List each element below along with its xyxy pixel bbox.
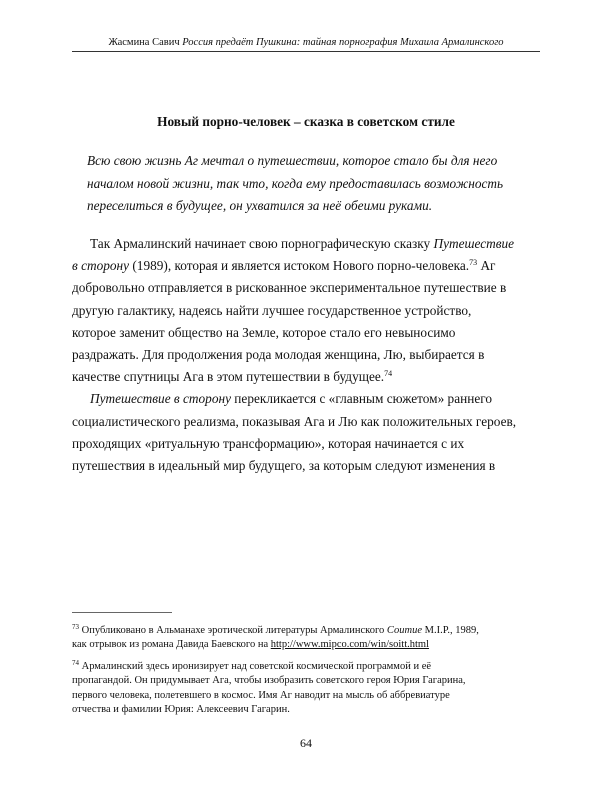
- text-run: как отрывок из романа Давида Баевского на: [72, 639, 269, 651]
- text-run: (1989), которая и является истоком Нового порно-человека.: [132, 258, 470, 274]
- header-rule: [72, 51, 540, 52]
- epigraph-line: Всю свою жизнь Аг мечтал о путешествии, которое стало бы для него: [87, 153, 498, 168]
- chapter-title: Новый порно-человек – сказка в советском стиле: [157, 114, 455, 129]
- epigraph-line: началом новой жизни, так что, когда ему предоставилась возможность: [87, 175, 504, 191]
- paragraph-line: путешествия в идеальный мир будущего, за которым следуют изменения в: [72, 458, 496, 474]
- paragraph-line: социалистического реализма, показывая Ага и Лю как положительных героев,: [72, 413, 517, 429]
- footnote-line: отчества и фамилии Юрия: Алексеевич Гагарин.: [72, 704, 290, 716]
- paragraph-line: раздражать. Для продолжения рода молодая женщина, Лю, выбирается в: [72, 347, 485, 363]
- book-title-italic: в сторону: [72, 258, 130, 274]
- paragraph-line: другую галактику, надеясь найти лучшее государственное устройство,: [72, 302, 472, 318]
- text-run: M.I.P., 1989,: [424, 625, 479, 636]
- footnote-line: [72, 660, 540, 674]
- paragraph-line: [72, 255, 540, 277]
- text-run: Так Армалинский начинает свою порнографическую сказку: [90, 236, 431, 251]
- book-title-italic: Соитие: [386, 625, 422, 636]
- paragraph-line: которое заменит общество на Земле, которое стало его невыносимо: [72, 324, 456, 340]
- paragraph-line: проходящих «ритуальную трансформацию», которая начинается с их: [72, 435, 465, 451]
- header-book-title: Россия предаёт Пушкина: тайная порнография Михаила Армалинского: [182, 37, 504, 48]
- text-run: Опубликовано в Альманахе эротической литературы Армалинского: [81, 625, 385, 636]
- book-title-italic: Путешествие в сторону: [90, 391, 231, 407]
- footnote-number: 74: [72, 659, 79, 667]
- footnote-ref-74[interactable]: 74: [384, 369, 393, 379]
- body-text: [72, 233, 540, 477]
- footnote-line: пропагандой. Он придумывает Ага, чтобы изобразить советского героя Юрия Гагарина,: [72, 675, 466, 687]
- footnote-url-link[interactable]: http://www.mipco.com/win/soitt.html: [270, 639, 430, 651]
- footnote-separator: [72, 612, 172, 613]
- footnote-74: [72, 660, 540, 718]
- header-author: Жасмина Савич: [108, 37, 180, 48]
- paragraph-line: добровольно отправляется в рискованное экспериментальное путешествие в: [72, 280, 507, 296]
- footnote-line: [72, 638, 540, 652]
- text-run: Аг: [480, 258, 496, 274]
- text-run: качестве спутницы Ага в этом путешествии в будущее.: [72, 369, 385, 385]
- book-title-italic: Путешествие: [433, 236, 515, 251]
- epigraph-line: переселиться в будущее, он ухватился за неё обеими руками.: [87, 198, 433, 213]
- text-run: перекликается с «главным сюжетом» раннего: [234, 391, 493, 407]
- paragraph-line: [72, 233, 540, 255]
- text-run: Армалинский здесь иронизирует над советской космической программой и её: [81, 661, 432, 672]
- footnote-number: 73: [72, 623, 79, 631]
- footnote-ref-73[interactable]: 73: [469, 258, 478, 268]
- paragraph-line: [72, 388, 540, 410]
- running-header: [72, 36, 540, 49]
- paragraph-line: [72, 366, 540, 388]
- epigraph: [87, 150, 537, 218]
- page-number: 64: [300, 736, 312, 750]
- footnote-73: [72, 624, 540, 653]
- footnote-line: [72, 624, 540, 638]
- footnote-line: первого человека, полетевшего в космос. Имя Аг наводит на мысль об аббревиатуре: [72, 689, 450, 701]
